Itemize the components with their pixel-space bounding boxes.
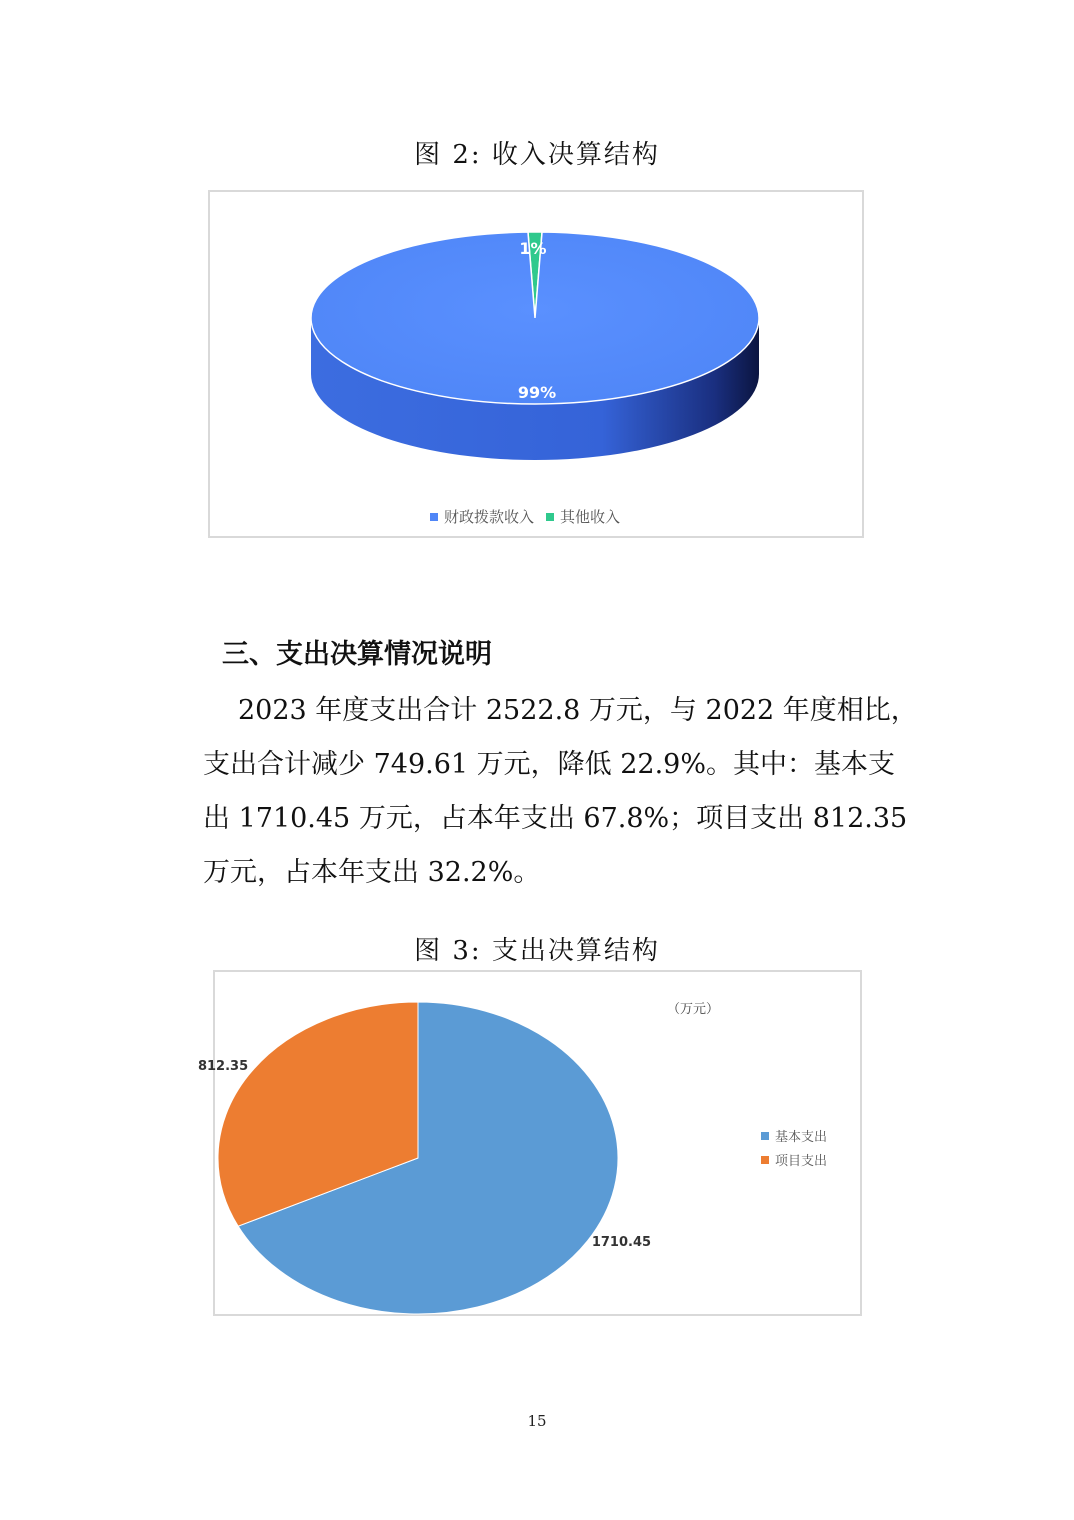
page-number: 15 [527,1412,547,1430]
expense-chart [197,970,862,1316]
income-legend [430,506,632,527]
legend-swatch [761,1156,769,1164]
legend-item-other [546,506,620,527]
figure-3-caption: 图 3: 支出决算结构 [414,936,660,966]
pie-data-label: 1710.45 [591,1235,652,1251]
legend-label: 项目支出 [775,1154,828,1169]
legend-swatch [546,513,554,521]
section-heading: 三、支出决算情况说明 [222,639,492,670]
income-chart [208,190,864,538]
income-pie-3d [210,192,862,536]
pie-data-label: 99% [517,383,557,402]
legend-label: 基本支出 [775,1130,828,1145]
pie-data-label: 812.35 [197,1058,249,1074]
legend-swatch [761,1132,769,1140]
legend-label: 其他收入 [560,508,621,526]
legend-item-basic [761,1126,827,1145]
legend-item-project [761,1150,827,1169]
expense-legend [761,1126,839,1169]
paragraph-line: 2023 年度支出合计 2522.8 万元，与 2022 年度相比， [238,695,918,726]
pie-data-label: 1% [519,239,547,258]
unit-label: （万元） [667,1002,720,1017]
paragraph-line: 出 1710.45 万元，占本年支出 67.8%；项目支出 812.35 [203,803,908,834]
paragraph-line: 万元，占本年支出 32.2%。 [203,857,541,888]
legend-swatch [430,513,438,521]
legend-item-fiscal [430,506,534,527]
paragraph-line: 支出合计减少 749.61 万元，降低 22.9%。其中：基本支 [203,749,895,780]
figure-2-caption: 图 2: 收入决算结构 [414,140,660,170]
legend-label: 财政拨款收入 [444,508,535,526]
